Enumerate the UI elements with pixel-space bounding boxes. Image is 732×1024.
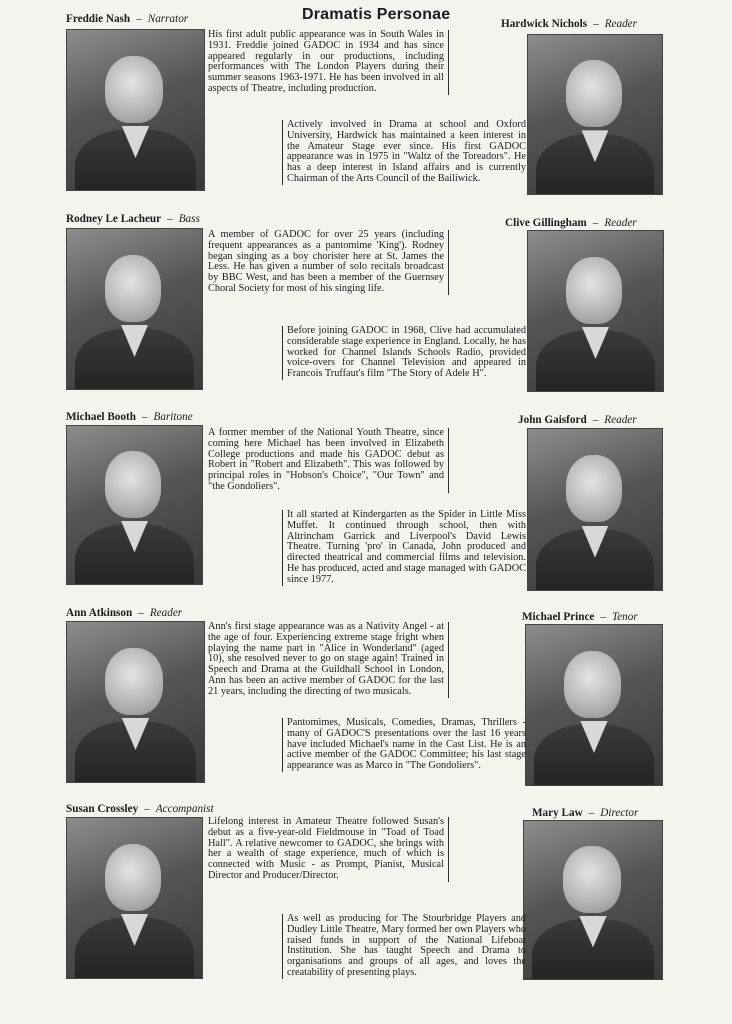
cast-name-rodney-le-lacheur: Rodney Le Lacheur – Bass <box>66 213 200 225</box>
cast-name: Susan Crossley <box>66 803 139 815</box>
cast-bio: His first adult public appearance was in South Wales in 1931. Freddie joined GADOC in 1934 and has since appeared regularly in our productions, including performances with The London Players during their summer seasons 1963-1971. He has been involved in all aspects of Theatre, including production. <box>208 30 449 95</box>
cast-role: Director <box>600 807 639 819</box>
cast-name-freddie-nash: Freddie Nash – Narrator <box>66 13 189 25</box>
cast-bio: It all started at Kindergarten as the Spider in Little Miss Muffet. It continued through school, then with Altrincham Garrick and Liverpool's David Lewis Theatre. Turning 'pro' in Canada, John produced and directed theatrical and commercial films and television. He has produced, acted and stage managed with GADOC since 1977. <box>282 510 526 586</box>
portrait-photo <box>523 820 663 980</box>
cast-name: Clive Gillingham <box>505 217 587 229</box>
cast-name-clive-gillingham: Clive Gillingham – Reader <box>505 217 637 229</box>
cast-name: Ann Atkinson <box>66 607 133 619</box>
cast-bio: A member of GADOC for over 25 years (including frequent appearances as a pantomime 'King'). Rodney began singing as a boy chorister here at St. James the Less. He has given a number of solo recitals broadcast by BBC West, and has been a member of the Guernsey Choral Society for most of his singing life. <box>208 230 449 295</box>
cast-bio: Before joining GADOC in 1968, Clive had accumulated considerable stage experience in England. Locally, he has worked for Channel Islands Schools Radio, provided voice-overs for Channel Television and appeared in Francois Truffaut's film "The Story of Adele H". <box>282 326 526 380</box>
cast-role: Tenor <box>611 611 638 623</box>
portrait-photo <box>527 428 663 591</box>
cast-name: Michael Prince <box>522 611 595 623</box>
cast-name: John Gaisford <box>518 414 587 426</box>
cast-name-mary-law: Mary Law – Director <box>532 807 639 819</box>
cast-role: Reader <box>604 217 637 229</box>
portrait-photo <box>527 34 663 195</box>
cast-bio: Pantomimes, Musicals, Comedies, Dramas, Thrillers - many of GADOC'S presentations over the last 16 years have included Michael's name in the Cast List. He is an active member of the GADOC Committee; his last stage appearance was as Marco in "The Gondoliers". <box>282 718 526 772</box>
portrait-photo <box>66 621 205 783</box>
cast-name-ann-atkinson: Ann Atkinson – Reader <box>66 607 183 619</box>
page-title: Dramatis Personae <box>302 6 451 23</box>
cast-bio: Actively involved in Drama at school and Oxford University, Hardwick has maintained a keen interest in the Amateur Stage ever since. His first GADOC appearance was in 1975 in "Waltz of the Toreadors". He has a deep interest in Island affairs and is currently Chairman of the Arts Council of the Bailiwick. <box>282 120 526 185</box>
cast-role: Bass <box>178 213 200 225</box>
portrait-photo <box>66 228 203 390</box>
cast-bio: A former member of the National Youth Theatre, since coming here Michael has been involved in Elizabeth College productions and made his GADOC debut as Robert in "Robert and Elizabeth". This was followed by principal roles in "Hobson's Choice", "Our Town" and "the Gondoliers". <box>208 428 449 493</box>
cast-name-susan-crossley: Susan Crossley – Accompanist <box>66 803 214 815</box>
portrait-photo <box>66 29 205 191</box>
cast-name-hardwick-nichols: Hardwick Nichols – Reader <box>501 18 637 30</box>
cast-bio: Lifelong interest in Amateur Theatre followed Susan's debut as a five-year-old Fieldmouse in "Toad of Toad Hall". A relative newcomer to GADOC, she brings with her a wealth of stage experience, much of which is connected with Music - as Prompt, Pianist, Musical Director and Producer/Director. <box>208 817 449 882</box>
cast-name: Michael Booth <box>66 411 136 423</box>
cast-role: Reader <box>604 18 637 30</box>
cast-name-michael-booth: Michael Booth – Baritone <box>66 411 193 423</box>
cast-role: Reader <box>149 607 183 619</box>
cast-name-michael-prince: Michael Prince – Tenor <box>522 611 638 623</box>
cast-name: Freddie Nash <box>66 13 131 25</box>
portrait-photo <box>66 817 203 979</box>
cast-name-john-gaisford: John Gaisford – Reader <box>518 414 637 426</box>
portrait-photo <box>527 230 664 392</box>
portrait-photo <box>66 425 203 585</box>
cast-name: Rodney Le Lacheur <box>66 213 162 225</box>
cast-role: Accompanist <box>155 803 214 815</box>
cast-bio: Ann's first stage appearance was as a Nativity Angel - at the age of four. Experiencing extreme stage fright when playing the name part in "Alice in Wonderland" (aged 10), she resolved never to go on stage again! Trained in Speech and Drama at the Guildhall School in London, Ann has been an active member of GADOC for the last 21 years, including the directing of two musicals. <box>208 622 449 698</box>
cast-role: Baritone <box>153 411 193 423</box>
cast-role: Reader <box>604 414 637 426</box>
cast-name: Hardwick Nichols <box>501 18 588 30</box>
cast-name: Mary Law <box>532 807 583 819</box>
portrait-photo <box>525 624 663 786</box>
cast-bio: As well as producing for The Stourbridge Players and Dudley Little Theatre, Mary formed her own Players who raised funds in support of the National Lifeboat Institution. She has taught Speech and Drama to organisations and groups of all ages, and loves the creatability of presenting plays. <box>282 914 526 979</box>
cast-role: Narrator <box>147 13 189 25</box>
